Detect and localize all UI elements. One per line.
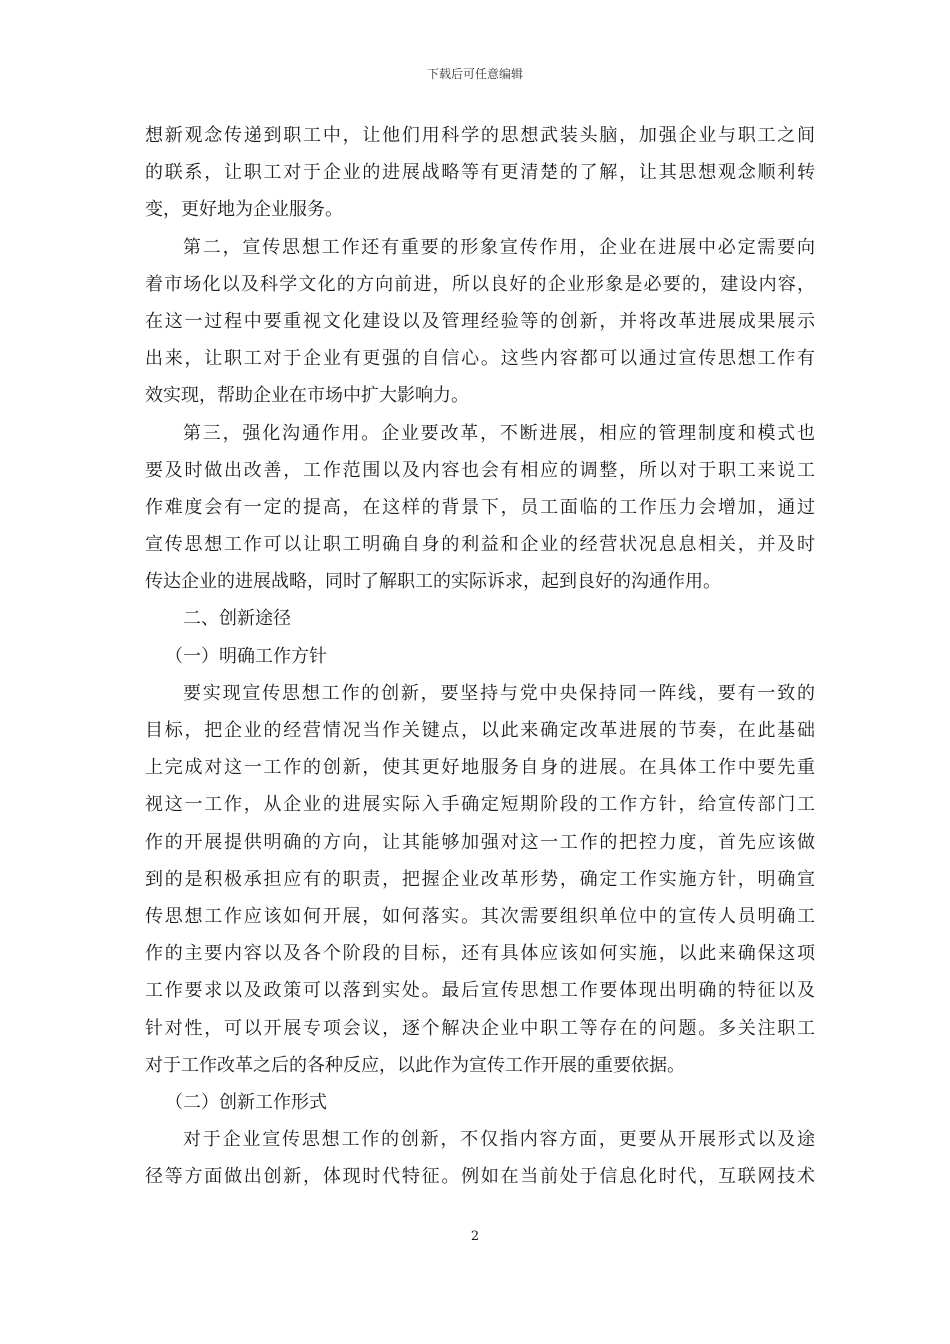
body-line: 工作要求以及政策可以落到实处。最后宣传思想工作要体现出明确的特征以及 [145, 980, 815, 1002]
page-number: 2 [470, 1229, 480, 1244]
body-line: 传达企业的进展战略，同时了解职工的实际诉求，起到良好的沟通作用。 [145, 571, 721, 593]
body-line: 作的开展提供明确的方向，让其能够加强对这一工作的把控力度，首先应该做 [145, 831, 815, 853]
body-line: 作难度会有一定的提高，在这样的背景下，员工面临的工作压力会增加，通过 [145, 496, 815, 518]
body-line: 的联系，让职工对于企业的进展战略等有更清楚的了解，让其思想观念顺利转 [145, 162, 815, 184]
body-line: 在这一过程中要重视文化建设以及管理经验等的创新，并将改革进展成果展示 [145, 310, 815, 332]
body-line: 作的主要内容以及各个阶段的目标，还有具体应该如何实施，以此来确保这项 [145, 943, 815, 965]
body-line: 想新观念传递到职工中，让他们用科学的思想武装头脑，加强企业与职工之间 [145, 125, 815, 146]
paragraph-first-line: 要实现宣传思想工作的创新，要坚持与党中央保持同一阵线，要有一致的 [183, 682, 815, 704]
body-line: 上完成对这一工作的创新，使其更好地服务自身的进展。在具体工作中要先重 [145, 757, 815, 779]
body-line: 对于工作改革之后的各种反应，以此作为宣传工作开展的重要依据。 [145, 1054, 685, 1076]
section-heading: 二、创新途径 [183, 608, 291, 630]
body-line: 出来，让职工对于企业有更强的自信心。这些内容都可以通过宣传思想工作有 [145, 348, 815, 370]
body-line: 针对性，可以开展专项会议，逐个解决企业中职工等存在的问题。多关注职工 [145, 1017, 815, 1039]
body-line: 要及时做出改善，工作范围以及内容也会有相应的调整，所以对于职工来说工 [145, 459, 815, 481]
paragraph-first-line: 第二，宣传思想工作还有重要的形象宣传作用，企业在进展中必定需要向 [183, 236, 815, 258]
body-line: 到的是积极承担应有的职责，把握企业改革形势，确定工作实施方针，明确宣 [145, 868, 815, 890]
page-header: 下载后可任意编辑 [426, 67, 523, 81]
subsection-heading: （一）明确工作方针 [165, 645, 327, 667]
paragraph-first-line: 第三，强化沟通作用。企业要改革，不断进展，相应的管理制度和模式也 [183, 422, 815, 444]
body-line: 宣传思想工作可以让职工明确自身的利益和企业的经营状况息息相关，并及时 [145, 534, 815, 556]
subsection-heading: （二）创新工作形式 [165, 1091, 327, 1113]
body-line: 视这一工作，从企业的进展实际入手确定短期阶段的工作方针，给宣传部门工 [145, 794, 815, 816]
body-line: 着市场化以及科学文化的方向前进，所以良好的企业形象是必要的，建设内容， [145, 273, 815, 295]
body-line: 效实现，帮助企业在市场中扩大影响力。 [145, 385, 469, 407]
document-body [145, 117, 815, 1195]
body-line: 传思想工作应该如何开展，如何落实。其次需要组织单位中的宣传人员明确工 [145, 905, 815, 927]
body-line: 变，更好地为企业服务。 [145, 199, 343, 221]
paragraph-first-line: 对于企业宣传思想工作的创新，不仅指内容方面，更要从开展形式以及途 [183, 1129, 815, 1151]
body-line: 径等方面做出创新，体现时代特征。例如在当前处于信息化时代，互联网技术 [145, 1166, 815, 1188]
body-line: 目标，把企业的经营情况当作关键点，以此来确定改革进展的节奏，在此基础 [145, 720, 815, 741]
